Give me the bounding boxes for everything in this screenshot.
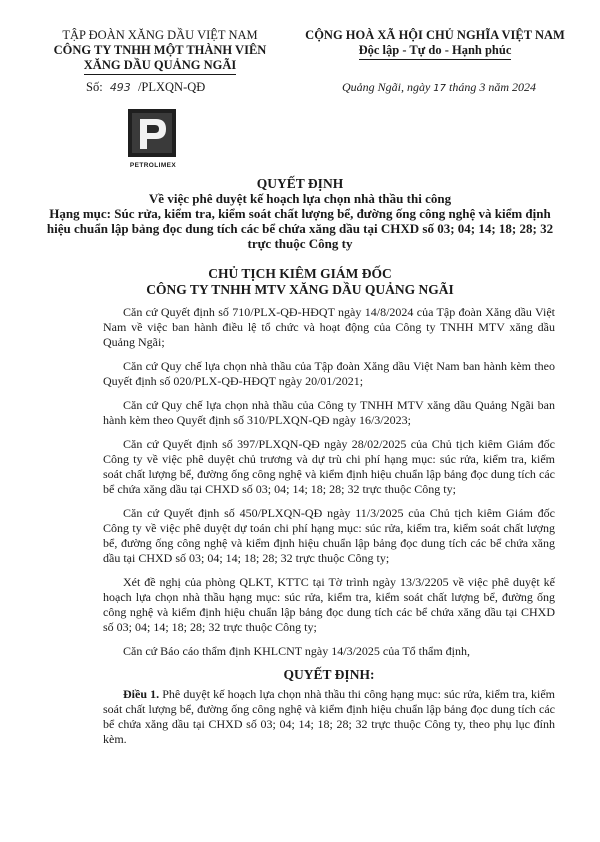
issue-date-suffix: tháng 3 năm 2024 <box>449 80 537 94</box>
document-number <box>86 80 205 95</box>
article-1-title: Điều 1. <box>123 687 160 701</box>
document-title <box>40 176 560 251</box>
document-number-value: 493 <box>109 81 131 94</box>
article-1 <box>103 687 555 747</box>
issue-date-day: 17 <box>433 83 447 94</box>
document-body <box>103 305 555 756</box>
legal-basis-2: Căn cứ Quy chế lựa chọn nhà thầu của Tập đoàn Xăng dầu Việt Nam ban hành kèm theo Quyết định số 020/PLX-QĐ-HĐQT ngày 20/01/2021; <box>103 359 555 388</box>
document-scope: Hạng mục: Súc rửa, kiểm tra, kiểm soát chất lượng bể, đường ống công nghệ và kiểm định hiệu chuẩn lập bảng đọc dung tích các bể chứa xăng dầu tại CHXD số 03; 04; 14; 18; 28; 32 trực thuộc Công ty <box>46 206 554 251</box>
legal-basis-1: Căn cứ Quyết định số 710/PLX-QĐ-HĐQT ngày 14/8/2024 của Tập đoàn Xăng dầu Việt Nam về việc ban hành điều lệ tổ chức và hoạt động của Công ty TNHH MTV xăng dầu Quảng Ngãi; <box>103 305 555 349</box>
document-number-suffix: /PLXQN-QĐ <box>137 80 206 94</box>
company-name-line2: XĂNG DẦU QUẢNG NGÃI <box>84 58 236 75</box>
authority-company: CÔNG TY TNHH MTV XĂNG DẦU QUẢNG NGÃI <box>146 282 454 297</box>
legal-basis-3: Căn cứ Quy chế lựa chọn nhà thầu của Công ty TNHH MTV xăng dầu Quảng Ngãi ban hành kèm theo Quyết định số 310/PLXQN-QĐ ngày 16/3/2023; <box>103 398 555 427</box>
national-motto: Độc lập - Tự do - Hạnh phúc <box>359 43 512 60</box>
legal-basis-5: Căn cứ Quyết định số 450/PLXQN-QĐ ngày 11/3/2025 của Chủ tịch kiêm Giám đốc Công ty về việc phê duyệt dự toán chi phí hạng mục: súc rửa, kiểm tra, kiểm soát chất lượng bể, đường ống công nghệ và kiểm định hiệu chuẩn lập bảng đọc dung tích các bể chứa xăng dầu tại CHXD số 03; 04; 14; 18; 28; 32 trực thuộc Công ty; <box>103 506 555 565</box>
legal-basis-6: Xét đề nghị của phòng QLKT, KTTC tại Tờ trình ngày 13/3/2205 về việc phê duyệt kế hoạch lựa chọn nhà thầu hạng mục: súc rửa, kiểm tra, kiểm soát chất lượng bể, đường ống công nghệ và kiểm định hiệu chuẩn lập bảng đọc dung tích các bể chứa xăng dầu tại CHXD số 03; 04; 14; 18; 28; 32 trực thuộc Công ty; <box>103 575 555 634</box>
logo-wordmark: PETROLIMEX <box>129 162 177 169</box>
document-type: QUYẾT ĐỊNH <box>256 176 344 191</box>
issue-date-prefix: Quảng Ngãi, ngày <box>341 80 431 94</box>
decision-authority <box>40 266 560 298</box>
document-number-label: Số: <box>86 80 103 94</box>
issuing-organization <box>40 28 280 75</box>
parent-organization: TẬP ĐOÀN XĂNG DẦU VIỆT NAM <box>62 28 258 42</box>
decision-heading: QUYẾT ĐỊNH: <box>283 667 375 682</box>
national-header <box>300 28 570 60</box>
petrolimex-logo-icon <box>126 107 178 159</box>
article-1-text: Phê duyệt kế hoạch lựa chọn nhà thầu thi công hạng mục: súc rửa, kiểm tra, kiểm soát chất lượng bể, đường ống công nghệ và kiểm định hiệu chuẩn lập bảng đọc dung tích các bể chứa xăng dầu tại CHXD số 03; 04; 14; 18; 28; 32 trực thuộc Công ty, theo phụ lục đính kèm. <box>103 687 556 746</box>
legal-basis-4: Căn cứ Quyết định số 397/PLXQN-QĐ ngày 28/02/2025 của Chủ tịch kiêm Giám đốc Công ty về việc phê duyệt chủ trương và dự trù chi phí hạng mục: súc rửa, kiểm tra, kiểm soát chất lượng bể, đường ống công nghệ và kiểm định hiệu chuẩn lập bảng đọc dung tích các bể chứa xăng dầu tại CHXD số 03; 04; 14; 18; 28; 32 trực thuộc Công ty; <box>103 437 555 496</box>
document-subject: Về việc phê duyệt kế hoạch lựa chọn nhà thầu thi công <box>148 191 452 206</box>
company-name-line1: CÔNG TY TNHH MỘT THÀNH VIÊN <box>53 43 267 57</box>
legal-basis-7: Căn cứ Báo cáo thẩm định KHLCNT ngày 14/3/2025 của Tổ thẩm định, <box>123 644 471 658</box>
national-title: CỘNG HOÀ XÃ HỘI CHỦ NGHĨA VIỆT NAM <box>305 28 565 42</box>
issue-date <box>308 80 570 95</box>
authority-position: CHỦ TỊCH KIÊM GIÁM ĐỐC <box>208 266 392 281</box>
